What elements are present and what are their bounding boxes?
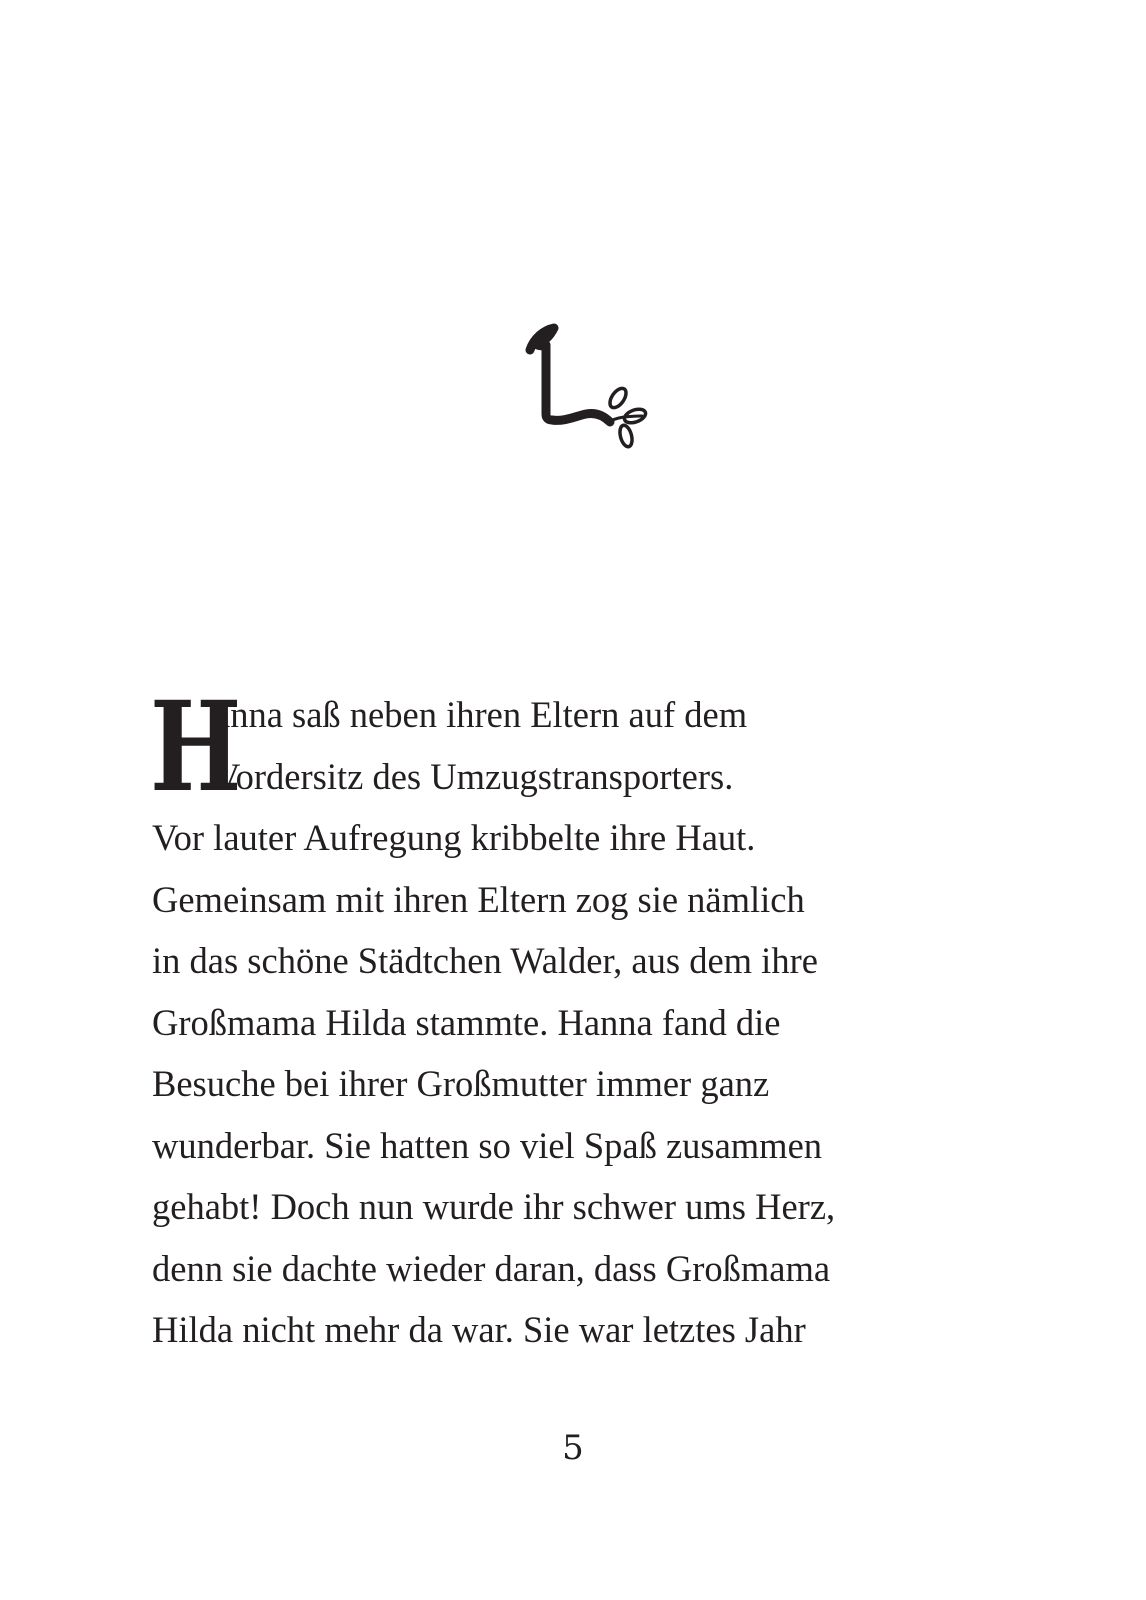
chapter-body-text — [150, 675, 952, 1361]
text-line: denn sie dachte wieder daran, dass Großmama — [152, 1247, 831, 1289]
chapter-number — [520, 318, 660, 458]
leaf-sprig-icon — [520, 318, 660, 458]
page-number: 5 — [562, 1428, 584, 1468]
drop-cap: H — [150, 675, 242, 820]
text-line: Vordersitz des Umzugstransporters. — [214, 755, 734, 797]
text-line: Gemeinsam mit ihren Eltern zog sie nämlich — [152, 878, 805, 920]
text-line: in das schöne Städtchen Walder, aus dem ihre — [152, 940, 818, 981]
text-line: Großmama Hilda stammte. Hanna fand die — [152, 1001, 781, 1043]
text-line: Besuche bei ihrer Großmutter immer ganz — [152, 1063, 770, 1104]
text-line: wunderbar. Sie hatten so viel Spaß zusammen — [152, 1124, 823, 1166]
text-line: Hilda nicht mehr da war. Sie war letztes Jahr — [152, 1309, 806, 1350]
text-line: anna saß neben ihren Eltern auf dem — [214, 694, 748, 735]
text-line: Vor lauter Aufregung kribbelte ihre Haut. — [152, 817, 756, 858]
text-line: gehabt! Doch nun wurde ihr schwer ums Herz, — [152, 1186, 836, 1227]
